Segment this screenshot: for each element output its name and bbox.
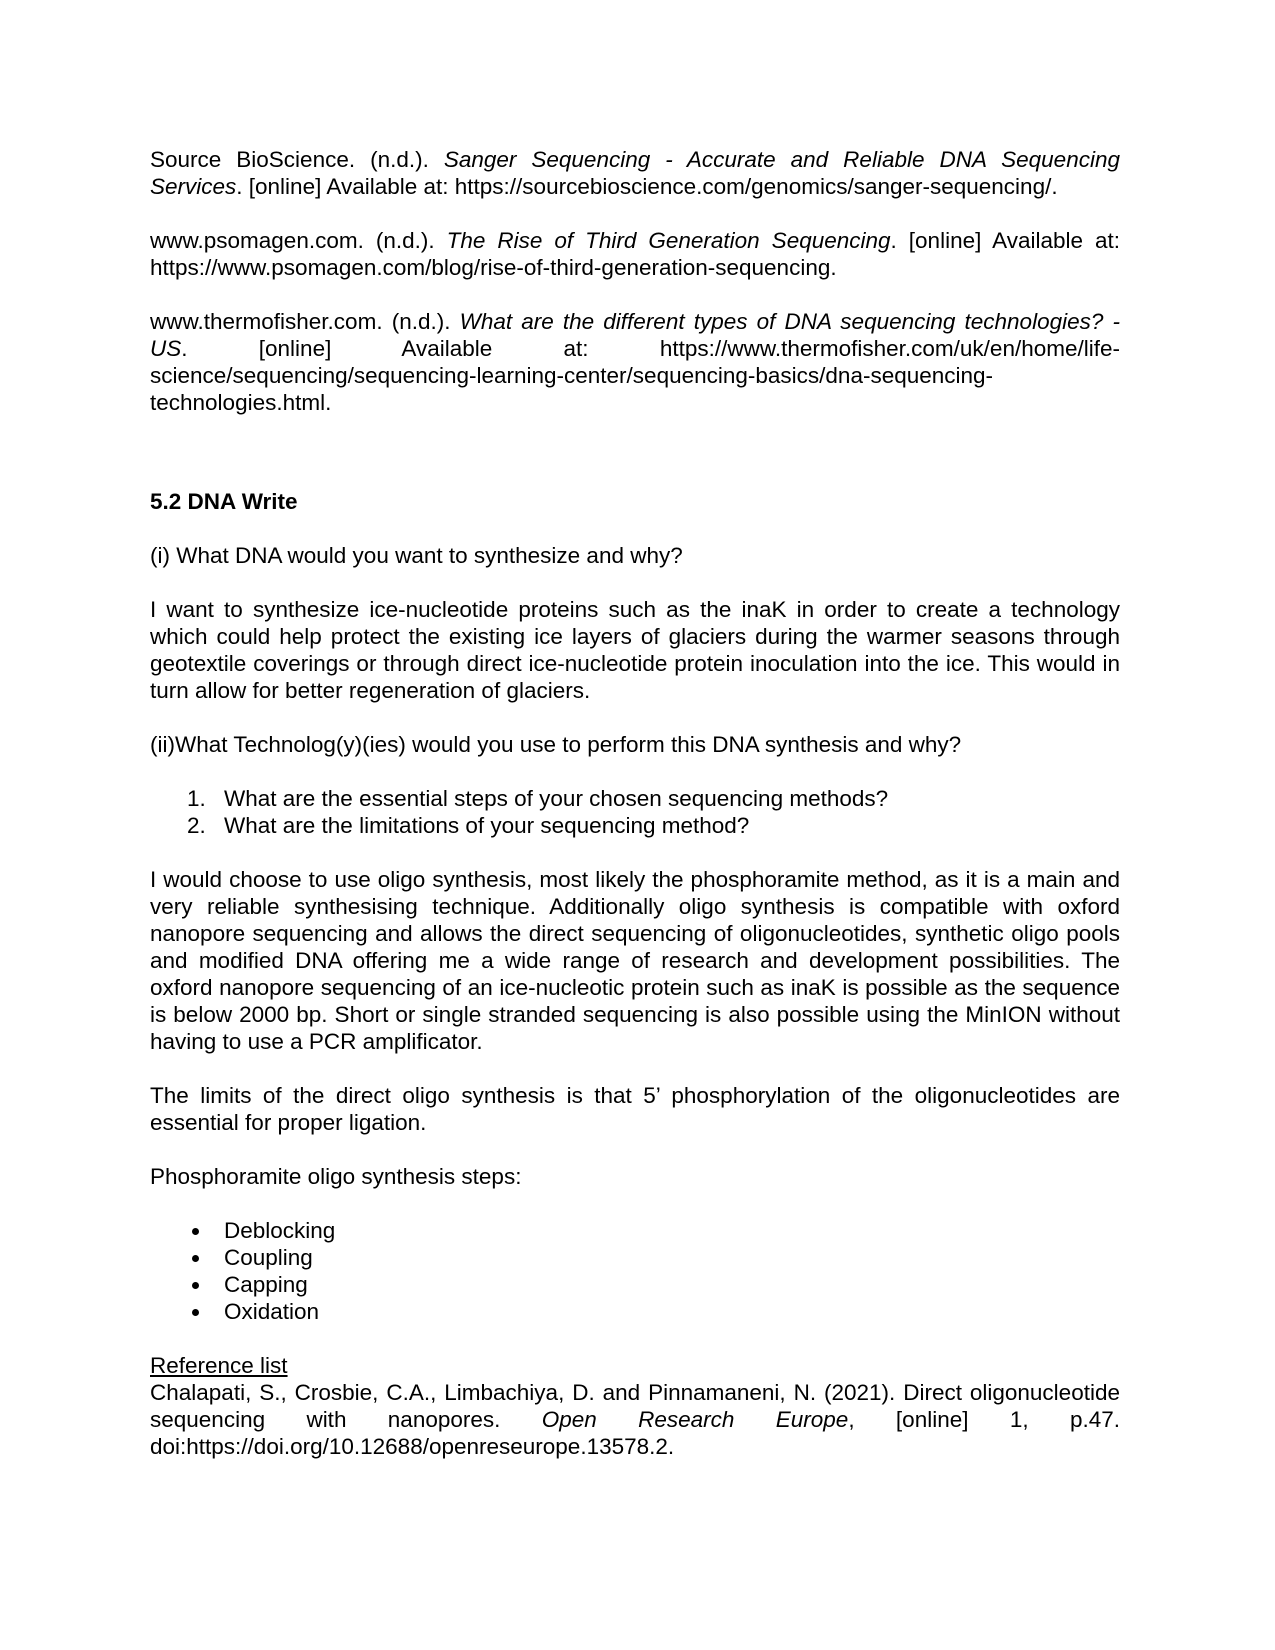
citation-psomagen [150,227,1120,281]
citation-url-text: . [online] Available at: https://sourcebioscience.com/genomics/sanger-sequencing/. [236,174,1058,199]
sub-question-list [150,785,1120,839]
answer-ii-method-paragraph: I would choose to use oligo synthesis, most likely the phosphoramite method, as it is a main and very reliable synthesising technique. Additionally oligo synthesis is compatible with oxford nanopore sequencing and allows the direct sequencing of oligonucleotides, synthetic oligo pools and modified DNA offering me a wide range of research and development possibilities. The oxford nanopore sequencing of an ice-nucleotic protein such as inaK is possible as the sequence is below 2000 bp. Short or single stranded sequencing is also possible using the MinION without having to use a PCR amplificator. [150,867,1120,1054]
list-item: 2. What are the limitations of your sequencing method? [212,812,1120,839]
citation-title-italic: What are the different types of DNA sequencing technologies? - US [150,309,1120,361]
question-ii: (ii)What Technolog(y)(ies) would you use to perform this DNA synthesis and why? [150,732,962,757]
list-item: • Oxidation [212,1298,1120,1325]
reference-journal-italic: Open Research Europe [541,1407,849,1432]
answer-ii-limits-paragraph: The limits of the direct oligo synthesis is that 5’ phosphorylation of the oligonucleotides are essential for proper ligation. [150,1083,1120,1135]
reference-list-heading-text: Reference list [150,1353,288,1378]
list-item: • Deblocking [212,1217,1120,1244]
steps-label: Phosphoramite oligo synthesis steps: [150,1164,522,1189]
citation-title-italic: Sanger Sequencing - Accurate and Reliable DNA Sequencing Services [150,147,1120,199]
citation-source-bioscience [150,146,1120,200]
citation-text: www.thermofisher.com. (n.d.). [150,309,460,334]
reference-entry [150,1379,1120,1460]
reference-text: Chalapati, S., Crosbie, C.A., Limbachiya, D. and Pinnamaneni, N. (2021). Direct oligonucleotide sequencing with nanopores. [150,1380,1120,1432]
question-i: (i) What DNA would you want to synthesize and why? [150,543,683,568]
list-item: 1. What are the essential steps of your chosen sequencing methods? [212,785,1120,812]
steps-list [150,1217,1120,1325]
list-item: • Coupling [212,1244,1120,1271]
citation-text: www.psomagen.com. (n.d.). [150,228,447,253]
reference-list-heading [150,1352,1120,1379]
reference-doi-text: , [online] 1, p.47. doi:https://doi.org/10.12688/openreseurope.13578.2. [150,1407,1120,1459]
citation-title-italic: The Rise of Third Generation Sequencing [446,228,891,253]
citation-url-text: . [online] Available at: https://www.thermofisher.com/uk/en/home/life-science/sequencing/sequencing-learning-center/sequencing-basics/dna-sequencing-technologies.html. [150,336,1120,415]
citation-thermofisher [150,308,1120,416]
citation-url-text: . [online] Available at: https://www.psomagen.com/blog/rise-of-third-generation-sequencing. [150,228,1121,280]
list-item: • Capping [212,1271,1120,1298]
answer-i-paragraph: I want to synthesize ice-nucleotide proteins such as the inaK in order to create a technology which could help protect the existing ice layers of glaciers during the warmer seasons through geotextile coverings or through direct ice-nucleotide protein inoculation into the ice. This would in turn allow for better regeneration of glaciers. [150,597,1120,703]
section-heading: 5.2 DNA Write [150,489,298,514]
citation-text: Source BioScience. (n.d.). [150,147,444,172]
